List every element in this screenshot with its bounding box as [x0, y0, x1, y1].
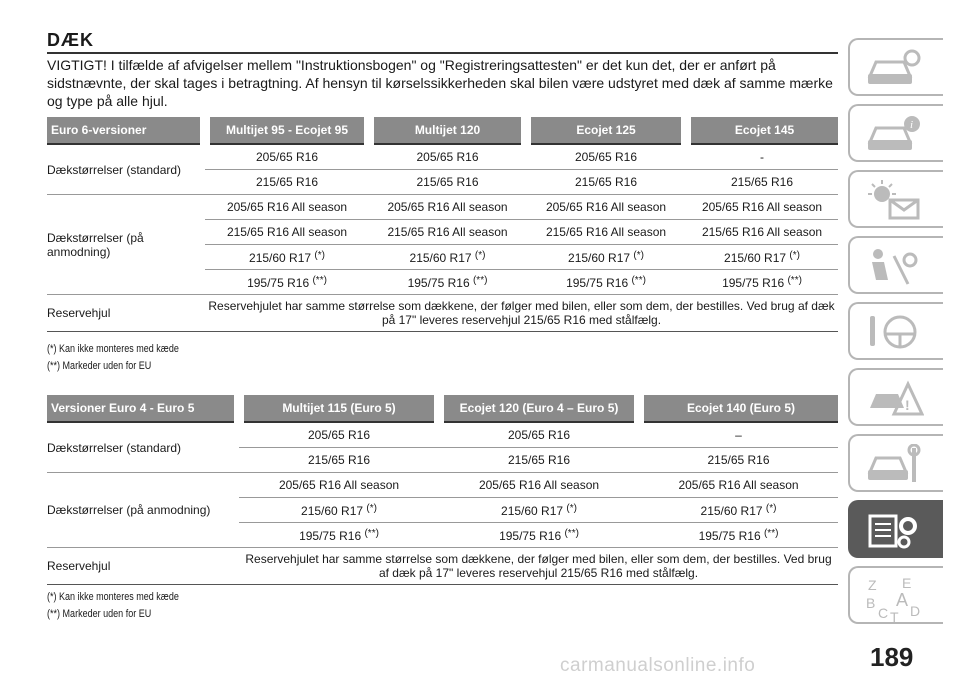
footnote-mark: (*)	[765, 503, 777, 514]
column-header: Ecojet 140 (Euro 5)	[639, 395, 838, 422]
footnote-mark: (*)	[474, 250, 486, 261]
column-header: Euro 6-versioner	[47, 117, 205, 144]
footnote: (**) Markeder uden for EU	[47, 608, 152, 620]
svg-text:B: B	[866, 595, 876, 611]
table-row	[47, 195, 838, 220]
table-cell: 205/65 R16 All season	[639, 473, 838, 498]
table-cell: 215/60 R17 (*)	[205, 245, 369, 270]
table-cell: 215/60 R17 (*)	[439, 498, 639, 523]
column-header: Multijet 115 (Euro 5)	[239, 395, 439, 422]
table-row	[47, 422, 838, 448]
table-row	[47, 473, 838, 498]
table-cell: 215/65 R16 All season	[526, 220, 686, 245]
table-cell: 195/75 R16 (**)	[239, 523, 439, 548]
table-cell: 205/65 R16 All season	[369, 195, 526, 220]
table-cell: 205/65 R16	[439, 422, 639, 448]
tab-service[interactable]	[848, 434, 943, 492]
footnote-mark: (*)	[366, 503, 377, 514]
table-cell: 215/65 R16	[439, 448, 639, 473]
table-cell: 215/65 R16	[369, 170, 526, 195]
column-header: Multijet 95 - Ecojet 95	[205, 117, 369, 144]
reserve-text: Reservehjulet har samme størrelse som dækkene, der følger med bilen, eller som dem, der bestilles. Ved brug af dæk på 17" leveres reservehjul 215/65 R16 med stålfælg.	[239, 548, 838, 585]
table-cell: 205/65 R16 All season	[439, 473, 639, 498]
table-cell: 215/65 R16 All season	[686, 220, 838, 245]
table-cell: 195/75 R16 (**)	[639, 523, 838, 548]
table-cell: 215/65 R16 All season	[205, 220, 369, 245]
svg-text:!: !	[905, 397, 910, 413]
table-row	[47, 295, 838, 332]
table-cell: 205/65 R16 All season	[686, 195, 838, 220]
svg-text:T: T	[890, 609, 899, 622]
row-label: Dækstørrelser (på anmodning)	[47, 195, 205, 295]
table-cell: 215/65 R16 All season	[369, 220, 526, 245]
row-label: Dækstørrelser (på anmodning)	[47, 473, 239, 548]
svg-text:Z: Z	[868, 577, 877, 593]
car-dashboard-icon	[864, 48, 924, 90]
tab-technical-data[interactable]	[848, 500, 943, 558]
table-cell: 215/65 R16	[239, 448, 439, 473]
lights-warning-icon	[864, 180, 924, 222]
footnote: (*) Kan ikke monteres med kæde	[47, 591, 179, 603]
table-row	[47, 144, 838, 170]
table-cell: 215/60 R17 (*)	[369, 245, 526, 270]
table-cell: –	[639, 422, 838, 448]
footnote-mark: (**)	[472, 275, 488, 286]
footnote-mark: (*)	[633, 250, 644, 261]
footnote-mark: (**)	[763, 528, 779, 539]
steering-key-icon	[864, 312, 924, 354]
chapter-sidebar	[848, 0, 960, 678]
page-number: 189	[870, 642, 914, 672]
row-label: Dækstørrelser (standard)	[47, 144, 205, 195]
footnote-mark: (*)	[789, 250, 800, 261]
table-header-row	[47, 395, 838, 422]
column-header: Versioner Euro 4 - Euro 5	[47, 395, 239, 422]
table-cell: 215/65 R16	[205, 170, 369, 195]
table-cell: 195/75 R16 (**)	[686, 270, 838, 295]
column-header: Ecojet 125	[526, 117, 686, 144]
alphabet-index-icon	[864, 576, 924, 622]
intro-text: VIGTIGT! I tilfælde af afvigelser mellem "Instruktionsbogen" og "Registreringsattesten" er det kun det, der er anført på sidstnævnte, der skal tages i betragtning. Af hensyn til kørselssikkerheden skal bilen være udstyret med dæk af samme mærke og type på alle hjul.	[47, 57, 833, 109]
technical-data-icon	[864, 510, 924, 552]
table-cell: 195/75 R16 (**)	[526, 270, 686, 295]
column-header: Multijet 120	[369, 117, 526, 144]
footnote-mark: (**)	[312, 275, 327, 286]
footnote-mark: (**)	[364, 528, 379, 539]
tab-lights-warnings[interactable]	[848, 170, 943, 228]
svg-text:E: E	[902, 576, 912, 591]
table-cell: 195/75 R16 (**)	[369, 270, 526, 295]
table-cell: 205/65 R16	[369, 144, 526, 170]
svg-text:A: A	[896, 590, 909, 610]
euro4-5-tyre-table	[47, 395, 838, 585]
tab-starting-driving[interactable]	[848, 302, 943, 360]
row-label: Dækstørrelser (standard)	[47, 422, 239, 473]
car-service-icon	[864, 444, 924, 486]
tab-safety[interactable]	[848, 236, 943, 294]
warning-triangle-icon	[864, 378, 924, 420]
table-cell: 205/65 R16 All season	[526, 195, 686, 220]
table-header-row	[47, 117, 838, 144]
footnote-mark: (**)	[564, 528, 579, 539]
table-cell: 215/65 R16	[526, 170, 686, 195]
tab-emergency[interactable]	[848, 368, 943, 426]
svg-text:D: D	[910, 603, 921, 619]
column-header: Ecojet 120 (Euro 4 – Euro 5)	[439, 395, 639, 422]
tab-car-info[interactable]	[848, 104, 943, 162]
table-cell: 205/65 R16	[205, 144, 369, 170]
table-cell: 195/75 R16 (**)	[439, 523, 639, 548]
svg-text:C: C	[878, 605, 889, 621]
tab-index[interactable]	[848, 566, 943, 624]
table-cell: 215/60 R17 (*)	[639, 498, 838, 523]
watermark: carmanualsonline.info	[560, 655, 756, 676]
tab-dashboard[interactable]	[848, 38, 943, 96]
reserve-text: Reservehjulet har samme størrelse som dækkene, der følger med bilen, eller som dem, der bestilles. Ved brug af dæk på 17" leveres reservehjul 215/65 R16 med stålfælg.	[205, 295, 838, 332]
footnotes	[47, 589, 179, 623]
table-cell: 205/65 R16	[526, 144, 686, 170]
page-title: DÆK	[47, 30, 838, 54]
seat-safety-icon	[864, 246, 924, 288]
table-cell: 205/65 R16	[239, 422, 439, 448]
car-info-icon	[864, 114, 924, 156]
footnote-mark: (**)	[631, 275, 646, 286]
table-cell: 205/65 R16 All season	[205, 195, 369, 220]
svg-text:i: i	[910, 119, 914, 131]
row-label: Reservehjul	[47, 295, 205, 332]
table-cell: -	[686, 144, 838, 170]
table-cell: 195/75 R16 (**)	[205, 270, 369, 295]
footnote: (*) Kan ikke monteres med kæde	[47, 343, 179, 355]
table-row	[47, 548, 838, 585]
footnote: (**) Markeder uden for EU	[47, 360, 152, 372]
column-header: Ecojet 145	[686, 117, 838, 144]
euro6-tyre-table	[47, 117, 838, 332]
table-cell: 215/60 R17 (*)	[526, 245, 686, 270]
table-cell: 215/60 R17 (*)	[686, 245, 838, 270]
footnote-mark: (**)	[787, 275, 802, 286]
table-cell: 215/65 R16	[639, 448, 838, 473]
row-label: Reservehjul	[47, 548, 239, 585]
footnote-mark: (*)	[566, 503, 577, 514]
footnote-mark: (*)	[314, 250, 325, 261]
table-cell: 215/60 R17 (*)	[239, 498, 439, 523]
table-cell: 205/65 R16 All season	[239, 473, 439, 498]
footnotes	[47, 341, 179, 375]
table-cell: 215/65 R16	[686, 170, 838, 195]
